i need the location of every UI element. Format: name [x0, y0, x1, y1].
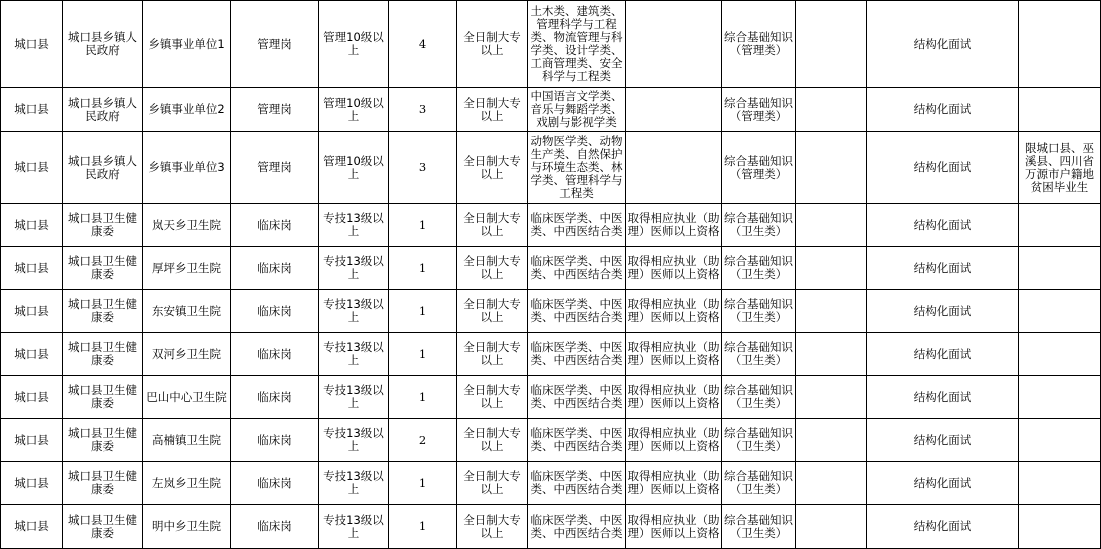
qualification-cell: 取得相应执业（助理）医师以上资格	[626, 247, 722, 290]
department-cell: 城口县乡镇人民政府	[63, 88, 143, 132]
department-cell: 城口县卫生健康委	[63, 505, 143, 549]
blank-cell	[796, 132, 867, 204]
blank-cell	[796, 1, 867, 88]
county-cell: 城口县	[1, 204, 63, 247]
grade-cell: 专技13级以上	[319, 247, 389, 290]
qualification-cell: 取得相应执业（助理）医师以上资格	[626, 376, 722, 419]
headcount-cell: 3	[389, 88, 457, 132]
major-cell: 临床医学类、中医类、中西医结合类	[528, 505, 626, 549]
note-cell	[1019, 1, 1101, 88]
interview-cell: 结构化面试	[867, 204, 1019, 247]
unit-cell: 乡镇事业单位2	[143, 88, 231, 132]
county-cell: 城口县	[1, 290, 63, 333]
table-row	[1, 462, 1101, 505]
grade-cell: 专技13级以上	[319, 376, 389, 419]
exam-subject-cell: 综合基础知识（卫生类）	[722, 333, 796, 376]
interview-cell: 结构化面试	[867, 462, 1019, 505]
note-cell	[1019, 376, 1101, 419]
blank-cell	[796, 419, 867, 462]
major-cell: 临床医学类、中医类、中西医结合类	[528, 462, 626, 505]
county-cell: 城口县	[1, 419, 63, 462]
headcount-cell: 2	[389, 419, 457, 462]
headcount-cell: 1	[389, 333, 457, 376]
table-row	[1, 505, 1101, 549]
exam-subject-cell: 综合基础知识（卫生类）	[722, 376, 796, 419]
education-cell: 全日制大专以上	[457, 88, 528, 132]
qualification-cell	[626, 88, 722, 132]
interview-cell: 结构化面试	[867, 419, 1019, 462]
blank-cell	[796, 247, 867, 290]
note-cell: 限城口县、巫溪县、四川省万源市户籍地贫困毕业生	[1019, 132, 1101, 204]
unit-cell: 巴山中心卫生院	[143, 376, 231, 419]
major-cell: 临床医学类、中医类、中西医结合类	[528, 247, 626, 290]
qualification-cell: 取得相应执业（助理）医师以上资格	[626, 204, 722, 247]
table-row	[1, 333, 1101, 376]
exam-subject-cell: 综合基础知识（卫生类）	[722, 290, 796, 333]
headcount-cell: 1	[389, 505, 457, 549]
interview-cell: 结构化面试	[867, 132, 1019, 204]
table-row	[1, 419, 1101, 462]
note-cell	[1019, 247, 1101, 290]
unit-cell: 乡镇事业单位1	[143, 1, 231, 88]
exam-subject-cell: 综合基础知识（卫生类）	[722, 462, 796, 505]
table-row	[1, 376, 1101, 419]
department-cell: 城口县卫生健康委	[63, 204, 143, 247]
blank-cell	[796, 88, 867, 132]
headcount-cell: 1	[389, 204, 457, 247]
department-cell: 城口县卫生健康委	[63, 290, 143, 333]
grade-cell: 专技13级以上	[319, 419, 389, 462]
exam-subject-cell: 综合基础知识（管理类）	[722, 132, 796, 204]
department-cell: 城口县卫生健康委	[63, 333, 143, 376]
table-row	[1, 88, 1101, 132]
unit-cell: 乡镇事业单位3	[143, 132, 231, 204]
note-cell	[1019, 505, 1101, 549]
unit-cell: 明中乡卫生院	[143, 505, 231, 549]
note-cell	[1019, 88, 1101, 132]
qualification-cell: 取得相应执业（助理）医师以上资格	[626, 462, 722, 505]
table-row	[1, 132, 1101, 204]
headcount-cell: 1	[389, 247, 457, 290]
education-cell: 全日制大专以上	[457, 419, 528, 462]
major-cell: 土木类、建筑类、管理科学与工程类、物流管理与科学类、设计学类、工商管理类、安全科学与工程类	[528, 1, 626, 88]
education-cell: 全日制大专以上	[457, 376, 528, 419]
post-type-cell: 临床岗	[231, 333, 319, 376]
county-cell: 城口县	[1, 247, 63, 290]
exam-subject-cell: 综合基础知识（卫生类）	[722, 419, 796, 462]
education-cell: 全日制大专以上	[457, 505, 528, 549]
county-cell: 城口县	[1, 462, 63, 505]
blank-cell	[796, 290, 867, 333]
grade-cell: 管理10级以上	[319, 88, 389, 132]
education-cell: 全日制大专以上	[457, 247, 528, 290]
interview-cell: 结构化面试	[867, 88, 1019, 132]
education-cell: 全日制大专以上	[457, 132, 528, 204]
blank-cell	[796, 333, 867, 376]
major-cell: 动物医学类、动物生产类、自然保护与环境生态类、林学类、管理科学与工程类	[528, 132, 626, 204]
grade-cell: 专技13级以上	[319, 333, 389, 376]
table-row	[1, 1, 1101, 88]
post-type-cell: 临床岗	[231, 376, 319, 419]
unit-cell: 东安镇卫生院	[143, 290, 231, 333]
grade-cell: 专技13级以上	[319, 290, 389, 333]
department-cell: 城口县乡镇人民政府	[63, 132, 143, 204]
qualification-cell	[626, 132, 722, 204]
education-cell: 全日制大专以上	[457, 462, 528, 505]
major-cell: 临床医学类、中医类、中西医结合类	[528, 204, 626, 247]
headcount-cell: 4	[389, 1, 457, 88]
post-type-cell: 临床岗	[231, 290, 319, 333]
headcount-cell: 1	[389, 462, 457, 505]
blank-cell	[796, 204, 867, 247]
major-cell: 临床医学类、中医类、中西医结合类	[528, 290, 626, 333]
interview-cell: 结构化面试	[867, 290, 1019, 333]
unit-cell: 厚坪乡卫生院	[143, 247, 231, 290]
post-type-cell: 管理岗	[231, 132, 319, 204]
interview-cell: 结构化面试	[867, 505, 1019, 549]
exam-subject-cell: 综合基础知识（卫生类）	[722, 505, 796, 549]
post-type-cell: 临床岗	[231, 462, 319, 505]
major-cell: 临床医学类、中医类、中西医结合类	[528, 376, 626, 419]
interview-cell: 结构化面试	[867, 1, 1019, 88]
county-cell: 城口县	[1, 505, 63, 549]
blank-cell	[796, 462, 867, 505]
note-cell	[1019, 419, 1101, 462]
education-cell: 全日制大专以上	[457, 290, 528, 333]
interview-cell: 结构化面试	[867, 376, 1019, 419]
education-cell: 全日制大专以上	[457, 333, 528, 376]
major-cell: 临床医学类、中医类、中西医结合类	[528, 333, 626, 376]
unit-cell: 岚天乡卫生院	[143, 204, 231, 247]
post-type-cell: 管理岗	[231, 88, 319, 132]
county-cell: 城口县	[1, 376, 63, 419]
education-cell: 全日制大专以上	[457, 204, 528, 247]
note-cell	[1019, 204, 1101, 247]
grade-cell: 专技13级以上	[319, 204, 389, 247]
headcount-cell: 1	[389, 290, 457, 333]
department-cell: 城口县卫生健康委	[63, 247, 143, 290]
major-cell: 中国语言文学类、音乐与舞蹈学类、戏剧与影视学类	[528, 88, 626, 132]
table-row	[1, 247, 1101, 290]
qualification-cell	[626, 1, 722, 88]
note-cell	[1019, 333, 1101, 376]
exam-subject-cell: 综合基础知识（卫生类）	[722, 204, 796, 247]
qualification-cell: 取得相应执业（助理）医师以上资格	[626, 333, 722, 376]
post-type-cell: 临床岗	[231, 247, 319, 290]
grade-cell: 管理10级以上	[319, 132, 389, 204]
major-cell: 临床医学类、中医类、中西医结合类	[528, 419, 626, 462]
qualification-cell: 取得相应执业（助理）医师以上资格	[626, 505, 722, 549]
county-cell: 城口县	[1, 333, 63, 376]
department-cell: 城口县卫生健康委	[63, 376, 143, 419]
note-cell	[1019, 290, 1101, 333]
county-cell: 城口县	[1, 1, 63, 88]
table-row	[1, 204, 1101, 247]
unit-cell: 左岚乡卫生院	[143, 462, 231, 505]
department-cell: 城口县卫生健康委	[63, 419, 143, 462]
department-cell: 城口县卫生健康委	[63, 462, 143, 505]
note-cell	[1019, 462, 1101, 505]
headcount-cell: 3	[389, 132, 457, 204]
exam-subject-cell: 综合基础知识（管理类）	[722, 88, 796, 132]
county-cell: 城口县	[1, 132, 63, 204]
interview-cell: 结构化面试	[867, 333, 1019, 376]
post-type-cell: 临床岗	[231, 505, 319, 549]
qualification-cell: 取得相应执业（助理）医师以上资格	[626, 290, 722, 333]
county-cell: 城口县	[1, 88, 63, 132]
qualification-cell: 取得相应执业（助理）医师以上资格	[626, 419, 722, 462]
department-cell: 城口县乡镇人民政府	[63, 1, 143, 88]
headcount-cell: 1	[389, 376, 457, 419]
unit-cell: 高楠镇卫生院	[143, 419, 231, 462]
exam-subject-cell: 综合基础知识（卫生类）	[722, 247, 796, 290]
table-body	[1, 1, 1101, 549]
post-type-cell: 临床岗	[231, 204, 319, 247]
exam-subject-cell: 综合基础知识（管理类）	[722, 1, 796, 88]
blank-cell	[796, 376, 867, 419]
post-type-cell: 管理岗	[231, 1, 319, 88]
blank-cell	[796, 505, 867, 549]
unit-cell: 双河乡卫生院	[143, 333, 231, 376]
table-row	[1, 290, 1101, 333]
interview-cell: 结构化面试	[867, 247, 1019, 290]
grade-cell: 专技13级以上	[319, 462, 389, 505]
post-type-cell: 临床岗	[231, 419, 319, 462]
grade-cell: 专技13级以上	[319, 505, 389, 549]
grade-cell: 管理10级以上	[319, 1, 389, 88]
education-cell: 全日制大专以上	[457, 1, 528, 88]
